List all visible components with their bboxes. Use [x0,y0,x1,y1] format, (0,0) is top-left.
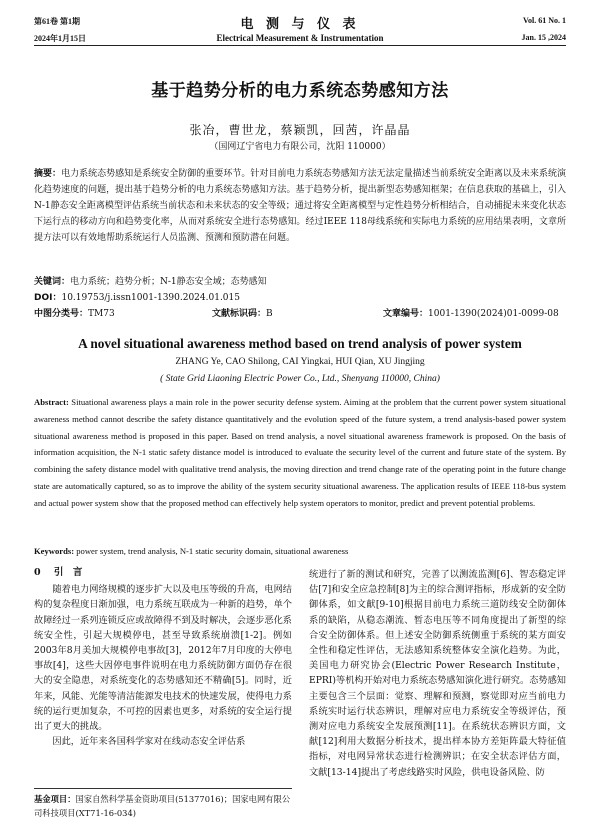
body-right-column [309,567,566,780]
paragraph: 因此，近年来各国科学家对在线动态安全评估系 [52,736,246,748]
authors-cn: 张冶，曹世龙，蔡颖凯，回茜，许晶晶 [189,123,411,137]
section-title: 引 言 [53,567,83,578]
keywords-en-text: power system, trend analysis, N-1 static security domain, situational awareness [74,546,349,556]
volume-issue: 第61卷 第1期 [34,17,80,26]
paragraph: 随着电力网络规模的逐步扩大以及电压等级的升高，电网结构的复杂程度日渐加强，电力系统互联成为一种新的趋势，单个故障经过一系列连锁反应或故障得不到及时解决，会逐步恶化系统安全性，引起大规模停电，甚至导致系统崩溃[1-2]。例如2003年8月美加大规模停电事故[3]，2012年7月印度的大停电事故[4]，这些大因停电事件说明在电力系统防御方面仍存在很大的安全隐患，对系统变化的态势感知还不精确[5]。同时，近年来，风能、光能等清洁能源发电技术的快速发展，使得电力系统的运行更加复杂，不可控的因素也更多，对系统的安全运行提出了更大的挑战。 [34,584,292,733]
classification-value: TM73 [88,309,115,319]
paragraph: 统进行了新的测试和研究，完善了以测流监测[6]、智态稳定评估[7]和安全应急控制[8]为主的综合测评指标，形成新的安全防御体系，如文献[9-10]根据目前电力系统三道防线安全防御体系的缺陷，从稳态潮流、暂态电压等不同角度提出了新型的综合安全防御体系。但上述安全防御系统侧重于系统的某方面安全性和稳定性评估，无法感知系统整体安全演化趋势。为此，美国电力研究协会(Electric Power Research Institute，EPRI)等机构开始对电力系统态势感知演化进行研究。态势感知主要包含三个层面：觉察、理解和预测，察觉即对应当前电力系统实时运行状态辨识，理解对应电力系统安全等级评估，预测对应电力系统安全发展预测[11]。在系统状态辨识方面，文献[12]利用大数据分析技术，提出样本协方差矩阵最大特征值指标，对电网异常状态进行检测辨识；在安全状态评估方面，文献[13-14]提出了考虑线路实时风险，供电设备风险、防 [309,569,566,778]
keywords-cn-label: 关键词： [34,277,71,287]
funding-text: 国家自然科学基金资助项目(51377016)；国家电网有限公司科技项目(XT71-16-034) [34,794,291,818]
abstract-cn-label: 摘要： [34,169,62,179]
keywords-en [34,543,566,560]
abstract-cn-text: 电力系统态势感知是系统安全防御的重要环节。针对目前电力系统态势感知方法无法定量描述当前系统安全距离以及未来系统演化趋势速度的问题，提出基于趋势分析的电力系统态势感知方法。基于趋势分析，提出新型态势感知框架；在信息获取的基础上，引入N-1静态安全距离模型评估系统当前状态和未来状态的安全等级；通过将安全距离模型与定性趋势分析相结合，自动捕捉未来变化状态下运行点的移动方向和趋势变化率，从而对系统安全进行态势感知。经过IEEE 118母线系统和实际电力系统的应用结果表明，文章所提方法可以有效地帮助系统运行人员监测、预测和预防潜在问题。 [34,169,566,243]
section-number: 0 [34,567,41,578]
abstract-cn [34,166,566,246]
doi-label: DOI： [34,293,62,303]
paper-title-en: A novel situational awareness method based on trend analysis of power system [78,336,522,351]
classification-label: 中图分类号： [34,309,89,319]
classification-number [34,306,115,319]
article-number-value: 1001-1390(2024)01-0099-08 [428,309,559,319]
keywords-cn [34,274,566,290]
abstract-en-text: Situational awareness plays a main role in the power security defense system. Aiming at the problem that the current power system situational awareness method cannot describe the safety distance quantitatively and the evolution speed of the future system, a trend analysis-based power system situational awareness method is proposed in this paper. Based on trend analysis, a novel situational awareness framework is proposed. On the basis of information acquisition, the N-1 static safety distance model is introduced to evaluate the security level of the current and future state of the system. By combining the safety distance model with qualitative trend analysis, the moving direction and trend change rate of the operating point in the future change state are automatically captured, so as to improve the ability of the system security situational awareness. The application results of IEEE 118-bus system and actual power system show that the proposed method can effectively help system operators to monitor, predict and prevent potential problems. [34,397,566,508]
authors-en: ZHANG Ye, CAO Shilong, CAI Yingkai, HUI Qian, XU Jingjing [175,357,425,367]
footnote-rule [34,788,292,789]
article-number-label: 文章编号： [383,309,429,319]
volume-number-en: Vol. 61 No. 1 [522,16,566,25]
journal-name-cn: 电 测 与 仪 表 [240,17,360,32]
issue-date-cn: 2024年1月15日 [34,34,86,43]
document-code-label: 文献标识码： [212,309,267,319]
document-code [212,306,273,319]
abstract-en [34,394,566,512]
article-number [383,306,559,319]
journal-name-en: Electrical Measurement & Instrumentation [216,33,384,43]
document-code-value: B [266,309,273,319]
doi-text: 10.19753/j.issn1001-1390.2024.01.015 [61,293,240,303]
abstract-en-label: Abstract: [34,397,69,407]
issue-date-en: Jan. 15 ,2024 [521,33,566,42]
section-heading [34,565,292,580]
doi [34,290,566,306]
affiliation-cn: （国网辽宁省电力有限公司，沈阳 110000） [209,142,391,152]
funding-label: 基金项目： [34,794,76,804]
body-left-column [34,565,292,749]
keywords-cn-text: 电力系统；趋势分析；N-1静态安全域；态势感知 [70,277,267,287]
paper-title-cn: 基于趋势分析的电力系统态势感知方法 [151,81,449,101]
keywords-en-label: Keywords: [34,546,75,556]
funding-footnote [34,792,292,820]
affiliation-en: ( State Grid Liaoning Electric Power Co., Ltd., Shenyang 110000, China) [160,374,440,384]
header-rule [34,45,566,46]
